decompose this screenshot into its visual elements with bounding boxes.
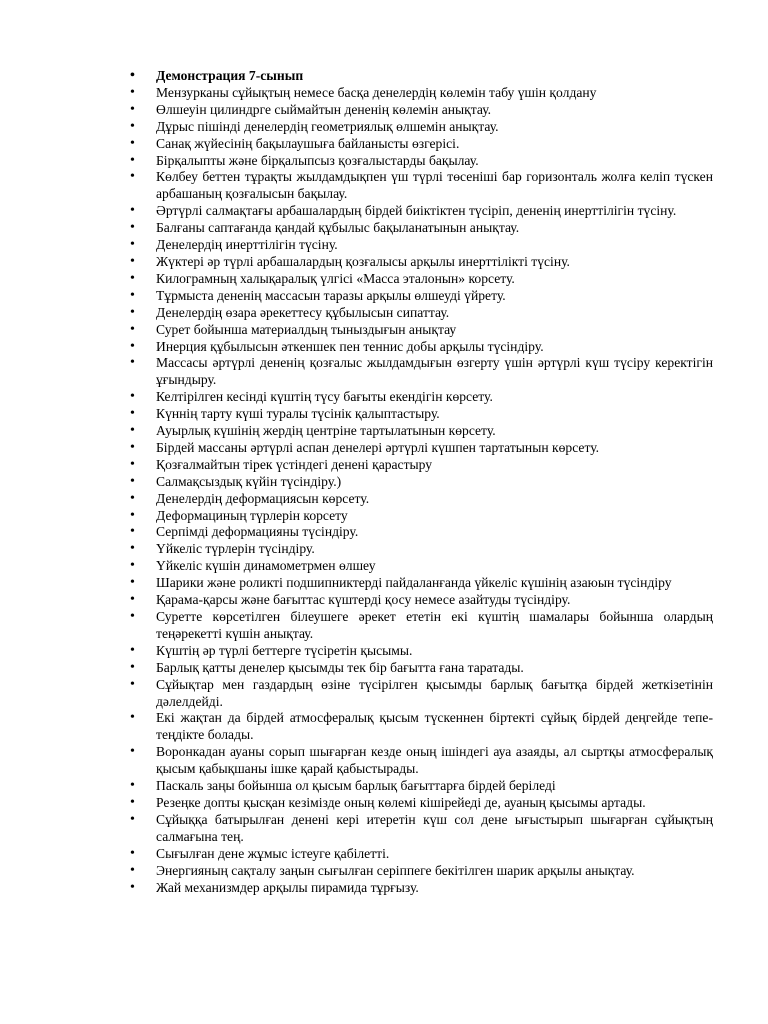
list-item: • Резеңке допты қысқан кезімізде оның көлемі кішірейеді де, ауаның қысымы артады. (118, 795, 713, 812)
list-item: • Әртүрлі салмақтағы арбашалардың бірдей биіктіктен түсіріп, дененің инерттілігін түсіну. (118, 203, 713, 220)
list-item: • Деформациның түрлерін корсету (118, 508, 713, 525)
list-item: • Бірдей массаны әртүрлі аспан денелері әртүрлі күшпен тартатынын көрсету. (118, 440, 713, 457)
list-item: • Салмақсыздық күйін түсіндіру.) (118, 474, 713, 491)
list-item: • Суретте көрсетілген білеушеге әрекет ететін екі күштің шамалары бойынша олардың теңәрекетті күшін анықтау. (118, 609, 713, 643)
list-item: • Шарики және роликті подшипниктерді пайдаланғанда үйкеліс күшінің азаюын түсіндіру (118, 575, 713, 592)
list-item: • Тұрмыста дененің массасын таразы арқылы өлшеуді үйрету. (118, 288, 713, 305)
list-item: • Сурет бойынша материалдың тыныздығын анықтау (118, 322, 713, 339)
list-item: • Денелердің инерттілігін түсіну. (118, 237, 713, 254)
list-item: • Жай механизмдер арқылы пирамида тұрғызу. (118, 880, 713, 897)
list-item: • Қарама-қарсы және бағыттас күштерді қосу немесе азайтуды түсіндіру. (118, 592, 713, 609)
list-item: • Екі жақтан да бірдей атмосфералық қысым түскеннен біртекті сұйық бірдей деңгейде тепе-теңдікте болады. (118, 710, 713, 744)
list-item: • Жүктері әр түрлі арбашалардың қозғалысы арқылы инерттілікті түсіну. (118, 254, 713, 271)
list-item: • Санақ жүйесінің бақылаушыға байланысты өзгерісі. (118, 136, 713, 153)
list-item: • Үйкеліс күшін динамометрмен өлшеу (118, 558, 713, 575)
list-item: • Мензурканы сұйықтың немесе басқа денелердің көлемін табу үшін қолдану (118, 85, 713, 102)
list-item: • Ауырлық күшінің жердің центріне тартылатынын көрсету. (118, 423, 713, 440)
list-item: • Келтірілген кесінді күштің түсу бағыты екендігін көрсету. (118, 389, 713, 406)
list-item: • Денелердің өзара әрекеттесу құбылысын сипаттау. (118, 305, 713, 322)
list-item: • Килограмның халықаралық үлгісі «Масса эталонын» корсету. (118, 271, 713, 288)
list-item: • Барлық қатты денелер қысымды тек бір бағытта ғана таратады. (118, 660, 713, 677)
list-heading: • Демонстрация 7-сынып (118, 68, 713, 85)
list-item: • Дұрыс пішінді денелердің геометриялық өлшемін анықтау. (118, 119, 713, 136)
list-item: • Сұйықтар мен газдардың өзіне түсірілген қысымды барлық бағытқа бірдей жеткізетінін дәлелдейді. (118, 677, 713, 711)
demonstration-list (118, 68, 713, 896)
list-item: • Күннің тарту күші туралы түсінік қалыптастыру. (118, 406, 713, 423)
list-item: • Денелердің деформациясын көрсету. (118, 491, 713, 508)
list-item: • Балғаны саптағанда қандай құбылыс бақыланатынын анықтау. (118, 220, 713, 237)
list-item: • Сұйыққа батырылған денені кері итеретін күш сол дене ығыстырып шығарған сұйықтың салмағына тең. (118, 812, 713, 846)
list-item: • Күштің әр түрлі беттерге түсіретін қысымы. (118, 643, 713, 660)
list-item: • Көлбеу беттен тұрақты жылдамдықпен үш түрлі төсеніші бар горизонталь жолға келіп түскен арбашаның қозғалысын бақылау. (118, 169, 713, 203)
list-item: • Паскаль заңы бойынша ол қысым барлық бағыттарға бірдей беріледі (118, 778, 713, 795)
list-item: • Қозғалмайтын тірек үстіндегі денені қарастыру (118, 457, 713, 474)
list-item: • Сығылған дене жұмыс істеуге қабілетті. (118, 846, 713, 863)
list-item: • Бірқалыпты және бірқалыпсыз қозғалыстарды бақылау. (118, 153, 713, 170)
list-item: • Массасы әртүрлі дененің қозғалыс жылдамдығын өзгерту үшін әртүрлі күш түсіру керектігін ұғындыру. (118, 355, 713, 389)
list-item: • Инерция құбылысын әткеншек пен теннис добы арқылы түсіндіру. (118, 339, 713, 356)
list-item: • Воронкадан ауаны сорып шығарған кезде оның ішіндегі ауа азаяды, ал сыртқы атмосфералық қысым қабықшаны ішке қарай қабыстырады. (118, 744, 713, 778)
list-item: • Өлшеуін цилиндрге сыймайтын дененің көлемін анықтау. (118, 102, 713, 119)
list-item: • Энергияның сақталу заңын сығылған серіппеге бекітілген шарик арқылы анықтау. (118, 863, 713, 880)
list-item: • Серпімді деформацияны түсіндіру. (118, 524, 713, 541)
list-item: • Үйкеліс түрлерін түсіндіру. (118, 541, 713, 558)
